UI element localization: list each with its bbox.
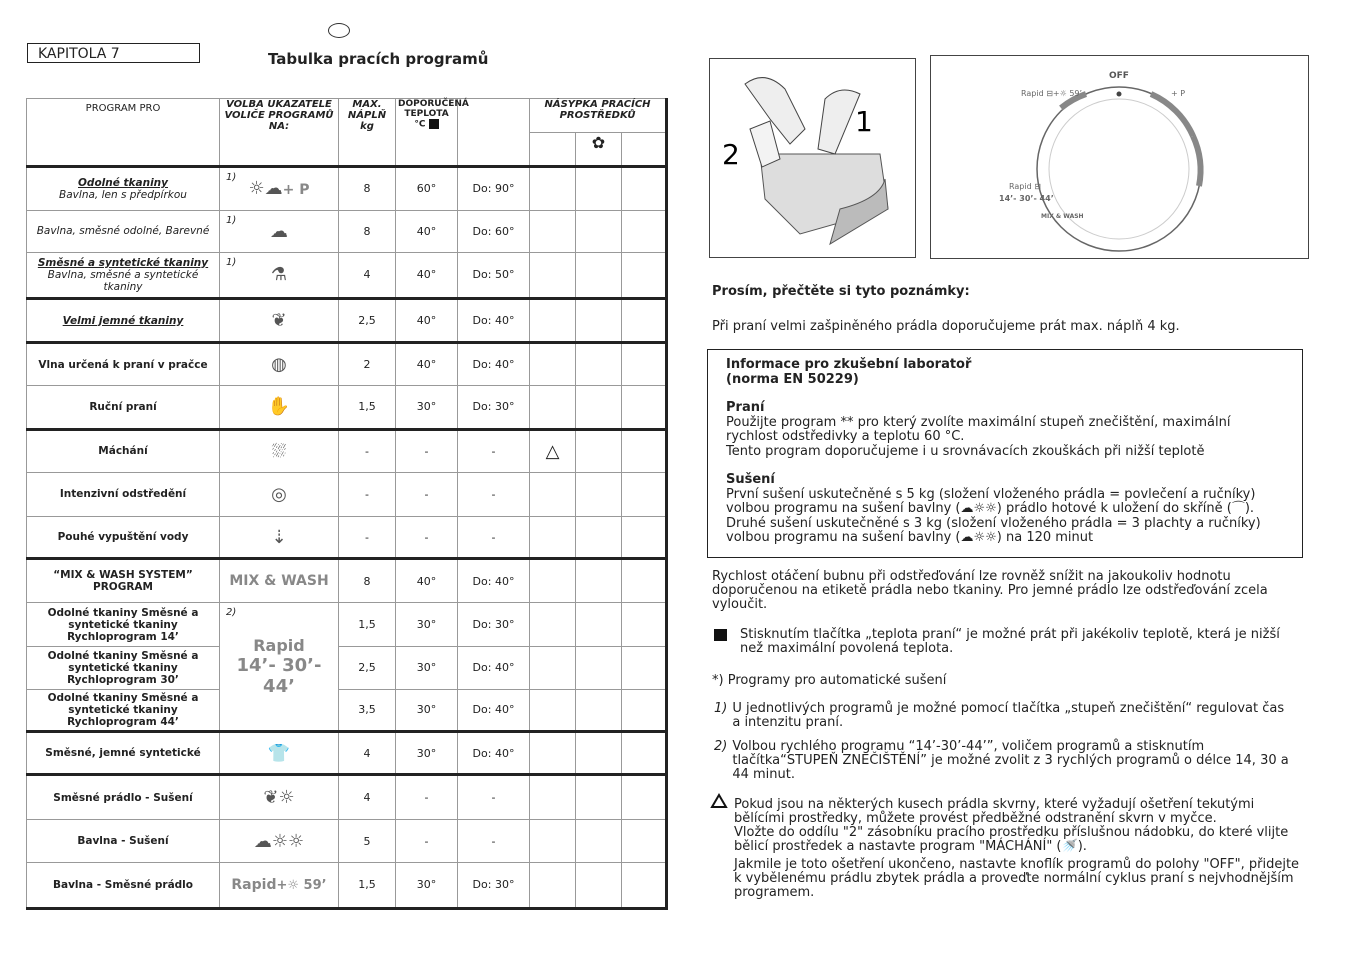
program-name [27,775,220,820]
note-auto-dry: *) Programy pro automatické sušení [712,673,947,688]
selector-text: Rapid [253,636,305,656]
dispenser-cell [622,862,667,908]
dispenser-cell [622,472,667,516]
cell-max: Do: 90° [458,167,530,210]
temp-square-icon [714,629,727,641]
dial-rapid-times: 14’- 30’- 44’ [999,194,1054,203]
dispenser-cell [530,210,576,252]
dispenser-cell [530,603,576,646]
drain-icon: ⇣ [271,526,287,548]
dispenser-cell [530,732,576,775]
selector-cell [220,298,339,342]
program-name [27,732,220,775]
cell-temp: 60° [396,167,458,210]
program-name-main: Směsné, jemné syntetické [45,747,201,760]
table-row [27,210,667,252]
footnote-1-key: 1) [714,701,728,716]
dial-mix: MIX & WASH [1041,213,1084,220]
selector-cell [220,386,339,429]
selector-cell [220,732,339,775]
cell-temp: 40° [396,210,458,252]
prewash-icon: ☼☁ [248,178,283,200]
dial-plus-p: + P [1171,89,1186,98]
dial-rapid-top: Rapid ⊟+☼ 59’ [1021,89,1083,98]
table-row [27,775,667,820]
lab-info-box [707,349,1303,558]
cell-load: - [339,429,396,472]
dispenser-cell [530,689,576,731]
selector-text-2: +☼ 59’ [276,877,327,893]
table-row [27,559,667,603]
selector-text: MIX & WASH [229,573,329,590]
footnote-ref: 1) [226,256,237,268]
cell-max: Do: 40° [458,559,530,603]
dispenser-col-1 [530,133,576,167]
cell-load: 2,5 [339,298,396,342]
program-name [27,167,220,210]
dispenser-cell [622,298,667,342]
selector-cell [220,343,339,386]
selector-cell [220,472,339,516]
cell-temp: 30° [396,646,458,689]
header-program: PROGRAM PRO [27,99,220,167]
table-row [27,343,667,386]
cell-max: - [458,517,530,559]
footnote-2-text: Volbou rychlého programu “14’-30’-44’”, voličem programů a stisknutím tlačítka“STUPEŇ ZNEČIŠTĚNÍ” je možné zvolit z 3 rychlých programů o délce 14, 30 a 44 minut. [732,739,1289,782]
dispenser-col-softener [576,133,622,167]
selector-cell [220,252,339,298]
dispenser-cell [622,775,667,820]
note-stain-treatment [734,798,1304,900]
wool-icon: ◍ [271,354,287,376]
dispenser-cell [576,775,622,820]
note-temperature: Stisknutím tlačítka „teplota praní“ je možné prát při jakékoliv teplotě, která je nižší než maximální povolená teplota. [740,627,1280,656]
program-name [27,603,220,646]
program-name-sub: Bavlna, len s předpírkou [59,188,187,201]
dry-heading: Sušení [726,472,775,487]
dispenser-cell [576,732,622,775]
program-name [27,862,220,908]
dispenser-cell [530,298,576,342]
cell-max: Do: 40° [458,732,530,775]
program-name-main: Odolné tkaniny Směsné a syntetické tkaniny Rychloprogram 44’ [47,691,199,728]
dispenser-cell [576,386,622,429]
note-heavy-soil: Při praní velmi zašpiněného prádla doporučujeme prát max. náplň 4 kg. [712,319,1180,334]
program-name-sub: Bavlna, směsné a syntetické tkaniny [47,268,199,293]
shirt-icon: 👕 [267,742,291,764]
cell-max: Do: 40° [458,298,530,342]
table-row [27,472,667,516]
header-temp: DOPORUČENÁ TEPLOTA °C [396,99,458,167]
program-dial-illustration [930,55,1309,259]
dispenser-cell [530,343,576,386]
page-marker-oval [328,23,350,38]
cell-temp: 30° [396,732,458,775]
handwash-icon: ✋ [267,396,291,418]
selector-cell [220,167,339,210]
wash-line-1: Použijte program ** pro který zvolíte maximální stupeň znečištění, maximální [726,414,1231,430]
flower-icon: ✿ [591,133,606,153]
selector-cell [220,559,339,603]
selector-cell [220,820,339,862]
header-load: MAX. NÁPLŇ kg [339,99,396,167]
cell-temp: - [396,429,458,472]
dispenser-cell [530,559,576,603]
cell-temp: 40° [396,298,458,342]
dispenser-cell [530,646,576,689]
program-name [27,343,220,386]
cell-max: Do: 30° [458,862,530,908]
program-name-main: Vlna určená k praní v pračce [38,358,208,371]
spin-icon: ◎ [271,483,287,505]
notes-heading: Prosím, přečtěte si tyto poznámky: [712,284,970,299]
cell-temp: 30° [396,603,458,646]
dispenser-cell: △ [530,429,576,472]
program-name [27,517,220,559]
wash-line-3: Tento program doporučujeme i u srovnávacích zkouškách při nižší teplotě [726,443,1205,459]
dial-off: OFF [1109,71,1129,81]
selector-cell [220,429,339,472]
synthetic-icon: ⚗ [270,264,288,286]
stain-para-2: Vložte do oddílu "2" zásobníku pracího prostředku příslušnou nádobku, do které vlijte bělicí prostředek a nastavte program "MÁCHÁNÍ" (🚿). [734,825,1289,854]
dispenser-cell [530,386,576,429]
label-two: 2 [722,138,740,171]
dispenser-cell [530,775,576,820]
cell-temp: 30° [396,386,458,429]
program-name-main: Máchání [98,445,148,458]
dispenser-cell [530,517,576,559]
dispenser-cell [622,646,667,689]
dispenser-cell [530,472,576,516]
dispenser-cell [622,210,667,252]
delicate-dry-icon: ❦☼ [263,787,295,809]
selector-text: Rapid [231,876,277,893]
cell-load: 4 [339,252,396,298]
dispenser-cell [622,517,667,559]
program-name [27,429,220,472]
selector-cell [220,210,339,252]
cotton-dry-icon: ☁☼☼ [253,830,305,852]
cotton-icon: ☁ [270,220,288,242]
cell-load: 8 [339,210,396,252]
lab-title: Informace pro zkušební laboratoř [726,357,972,372]
cell-temp: - [396,517,458,559]
delicate-icon: ❦ [271,310,287,332]
program-name [27,252,220,298]
dry-line-3: Druhé sušení uskutečněné s 3 kg (složení vloženého prádla = 3 plachty a ručníky) [726,515,1261,531]
dispenser-cell [530,167,576,210]
program-name-main: Odolné tkaniny Směsné a syntetické tkaniny Rychloprogram 30’ [47,649,199,686]
footnote-1-text: U jednotlivých programů je možné pomocí tlačítka „stupeň znečištění“ regulovat čas a intenzitu praní. [732,701,1285,730]
program-name-main: Pouhé vypuštění vody [57,531,189,544]
dispenser-cell [622,252,667,298]
program-name [27,298,220,342]
dry-line-2: volbou programu na sušení bavlny (☁☼☼) prádlo hotové k uložení do skříně (⌒). [726,501,1255,516]
program-name-main: Směsné a syntetické tkaniny [37,256,209,269]
label-one: 1 [855,105,873,138]
table-row [27,689,667,731]
dispenser-cell [530,820,576,862]
dispenser-cell [576,646,622,689]
program-name-main: “MIX & WASH SYSTEM” PROGRAM [53,569,193,594]
dispenser-illustration [709,58,916,258]
cell-temp: - [396,775,458,820]
dry-line-1: První sušení uskutečněné s 5 kg (složení vloženého prádla = povlečení a ručníky) [726,486,1256,502]
table-row [27,429,667,472]
dispenser-cell [622,343,667,386]
program-name [27,559,220,603]
cell-max: - [458,775,530,820]
dispenser-cell [576,689,622,731]
cell-load: 3,5 [339,689,396,731]
cell-max: Do: 40° [458,343,530,386]
table-row [27,252,667,298]
selector-cell [220,603,339,732]
selector-text-2: 14’- 30’- 44’ [236,655,322,698]
footnote-ref: 1) [226,172,237,184]
selector-cell [220,862,339,908]
dispenser-cell [576,559,622,603]
dispenser-cell [576,862,622,908]
program-table [26,98,668,910]
dial-rapid-left: Rapid ⊟ [1009,182,1041,191]
selector-cell [220,775,339,820]
stain-para-3: Jakmile je toto ošetření ukončeno, nastavte knoflík programů do polohy "OFF", přidejte k vybělenému prádlu zbytek prádla a proveďte normální cyklus praní s nejvhodnějším programem. [734,857,1300,900]
selector-text: + P [282,182,310,199]
cell-load: 1,5 [339,603,396,646]
program-name-main: Odolné tkaniny [78,176,168,189]
dispenser-cell [576,298,622,342]
dispenser-cell [622,603,667,646]
footnote-2-key: 2) [714,739,728,754]
cell-load: 2 [339,343,396,386]
program-name [27,386,220,429]
cell-load: 1,5 [339,862,396,908]
cell-load: 4 [339,732,396,775]
footnote-1 [714,702,1294,730]
dispenser-cell [576,252,622,298]
program-name [27,210,220,252]
cell-max: Do: 50° [458,252,530,298]
cell-load: 1,5 [339,386,396,429]
table-row [27,646,667,689]
dispenser-cell [622,167,667,210]
cell-max: Do: 40° [458,689,530,731]
dispenser-cell [622,732,667,775]
cell-temp: - [396,472,458,516]
cell-max: Do: 30° [458,603,530,646]
dispenser-cell [622,820,667,862]
cell-max: Do: 30° [458,386,530,429]
dispenser-cell [576,429,622,472]
program-name-main: Bavlna - Sušení [77,835,169,848]
dispenser-cell [622,386,667,429]
cell-load: 2,5 [339,646,396,689]
program-name [27,472,220,516]
selector-cell [220,517,339,559]
dispenser-cell [622,689,667,731]
footnote-2 [714,740,1294,782]
program-name-main: Odolné tkaniny Směsné a syntetické tkaniny Rychloprogram 14’ [47,606,199,643]
cell-max: - [458,429,530,472]
program-name [27,646,220,689]
cell-temp: 40° [396,559,458,603]
dry-line-4: volbou programu na sušení bavlny (☁☼☼) na 120 minut [726,530,1094,545]
header-selector: VOLBA UKAZATELE VOLIČE PROGRAMŮ NA: [220,99,339,167]
wash-heading: Praní [726,400,765,415]
dispenser-cell [622,559,667,603]
cell-max: - [458,820,530,862]
temp-square-icon [429,119,439,129]
chapter-label: KAPITOLA 7 [27,43,200,63]
dispenser-cell [576,210,622,252]
cell-load: - [339,517,396,559]
table-row [27,386,667,429]
dispenser-col-3 [622,133,667,167]
footnote-ref: 1) [226,214,237,226]
program-name [27,689,220,731]
dispenser-cell [576,167,622,210]
table-row [27,820,667,862]
cell-load: 5 [339,820,396,862]
stain-para-1: Pokud jsou na některých kusech prádla skvrny, které vyžadují ošetření tekutými bělícími prostředky, můžete provést předběžné odstranění skvrn v myčce. [734,797,1255,826]
dispenser-cell [576,343,622,386]
lab-title-norm: (norma EN 50229) [726,371,859,387]
program-name-main: Bavlna - Směsné prádlo [53,878,193,891]
note-spin-speed: Rychlost otáčení bubnu při odstřeďování lze rovněž snížit na jakoukoliv hodnotu doporučenou na etiketě prádla nebo tkaniny. Pro jemné prádlo lze odstřeďování zcela vyloučit. [712,569,1268,612]
table-row [27,732,667,775]
page-title: Tabulka pracích programů [268,50,489,68]
cell-temp: - [396,820,458,862]
cell-temp: 30° [396,689,458,731]
cell-load: - [339,472,396,516]
program-name-main: Velmi jemné tkaniny [62,314,184,327]
cell-temp: 30° [396,862,458,908]
warning-triangle-icon [710,793,728,809]
dispenser-cell [530,862,576,908]
wash-line-2: rychlost odstředivky a teplotu 60 °C. [726,429,965,444]
table-row [27,298,667,342]
cell-max: Do: 60° [458,210,530,252]
header-dispenser: NÁSYPKA PRACÍCH PROSTŘEDKŮ [530,99,667,133]
table-row [27,517,667,559]
cell-load: 4 [339,775,396,820]
program-name-main: Intenzivní odstředění [59,488,187,501]
cell-temp: 40° [396,343,458,386]
cell-load: 8 [339,559,396,603]
dispenser-cell [576,603,622,646]
dispenser-cell [576,820,622,862]
dispenser-cell [576,517,622,559]
dispenser-cell [530,252,576,298]
cell-max: Do: 40° [458,646,530,689]
program-name [27,820,220,862]
table-row [27,167,667,210]
cell-max: - [458,472,530,516]
program-name-sub: Bavlna, směsné odolné, Barevné [36,225,210,238]
table-row [27,862,667,908]
footnote-ref: 2) [226,607,237,619]
table-row [27,603,667,646]
program-name-main: Směsné prádlo - Sušení [53,791,193,804]
dispenser-cell [576,472,622,516]
rinse-icon: ⛆ [271,440,287,462]
dispenser-cell [622,429,667,472]
cell-load: 8 [339,167,396,210]
program-name-main: Ruční praní [89,400,157,413]
cell-temp: 40° [396,252,458,298]
